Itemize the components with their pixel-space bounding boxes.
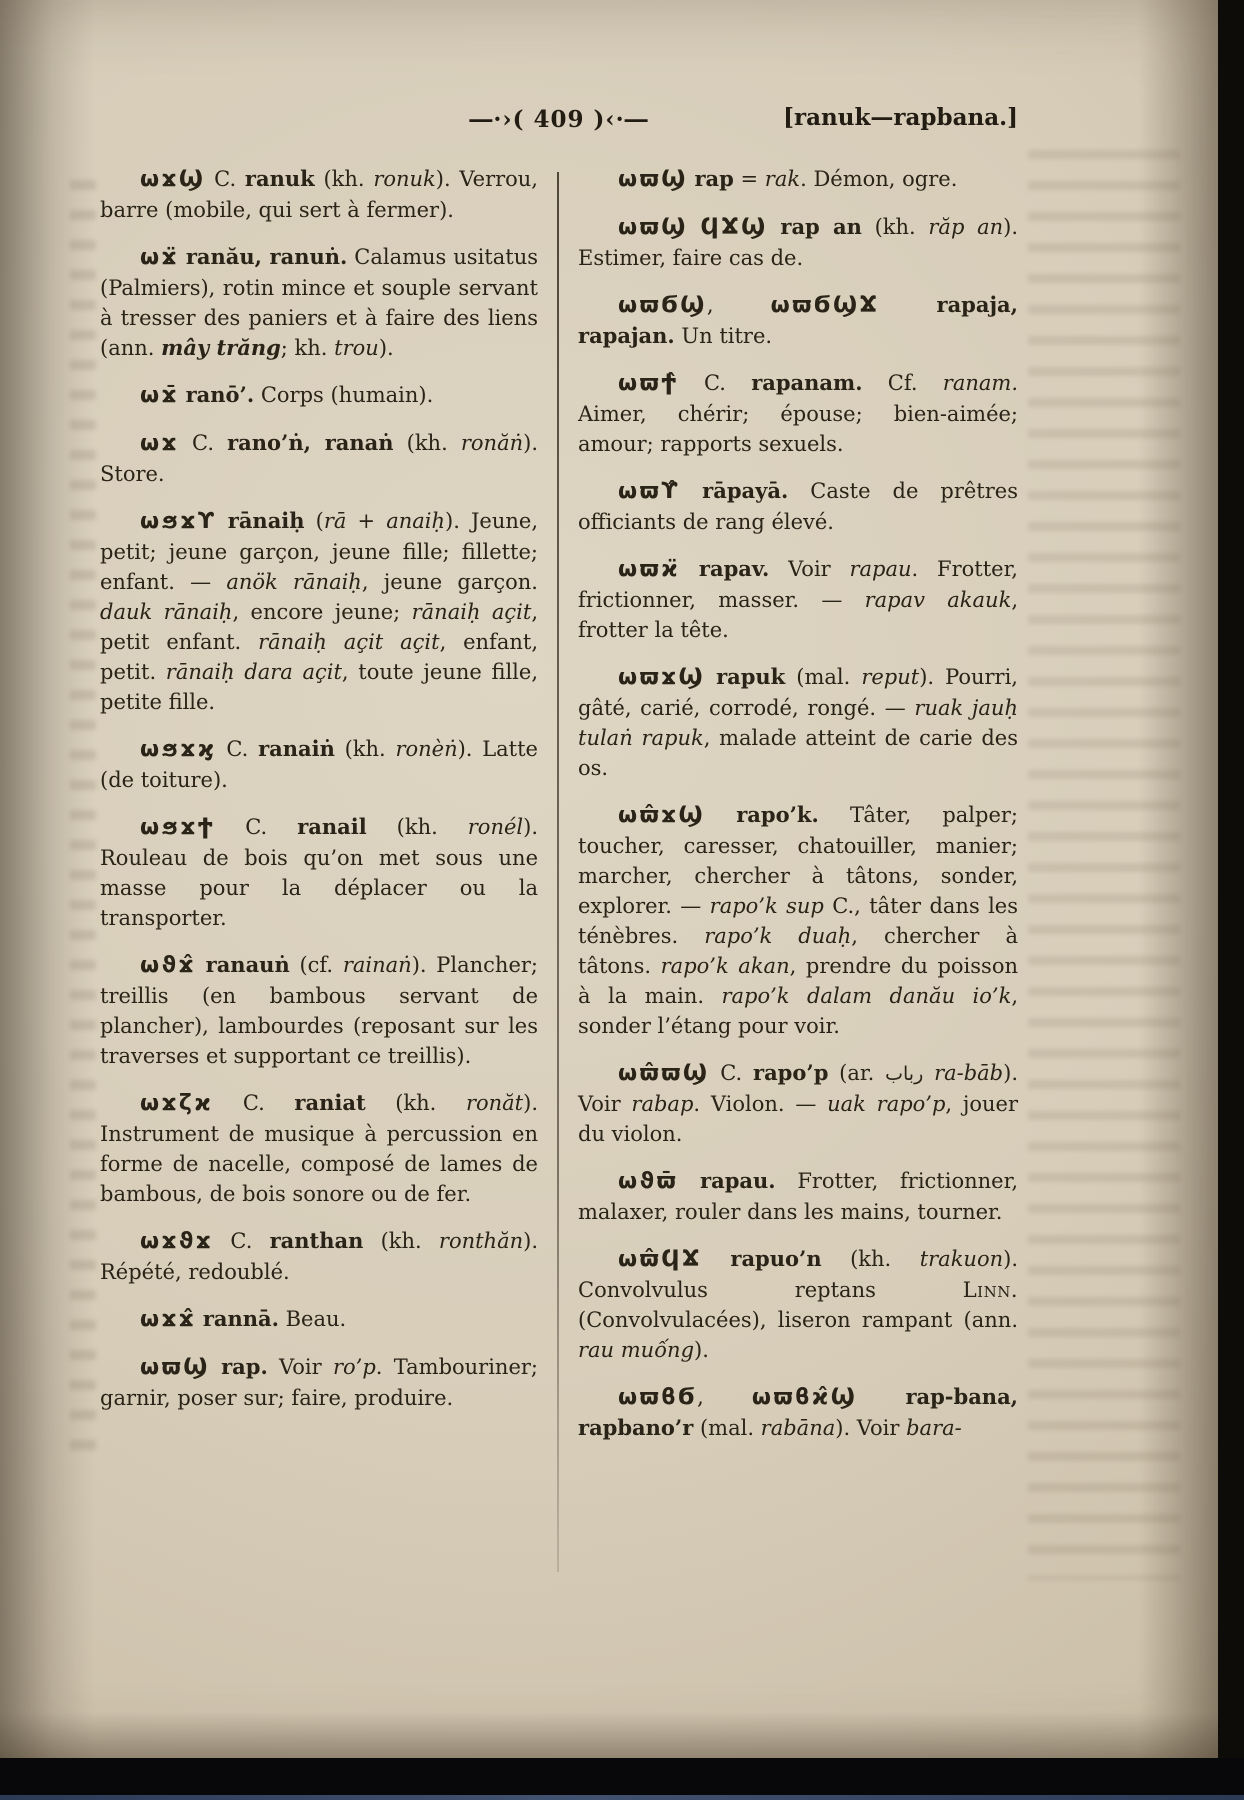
text-run: rapo’k duaḥ xyxy=(704,924,852,948)
text-run: ranam. xyxy=(942,371,1018,395)
text-run: , frotter la tête. xyxy=(578,588,1018,642)
text-run: (cf. xyxy=(289,953,343,977)
entry-rapo-k xyxy=(578,800,1018,1041)
entry-rapav xyxy=(578,554,1018,645)
text-run: ). Répété, redoublé. xyxy=(100,1229,538,1284)
text-run: ). Store. xyxy=(100,431,538,486)
text-run: ronél xyxy=(467,815,524,839)
cham-script: ωϖ̂ϫϢ xyxy=(618,803,706,828)
text-run: , malade atteint de carie des os. xyxy=(578,726,1018,780)
columns xyxy=(100,164,1018,1572)
text-run: Caste de prêtres officiants de rang élevé. xyxy=(578,479,1018,534)
text-run: ronăt xyxy=(465,1091,524,1115)
text-run: , petit enfant. xyxy=(100,600,538,654)
text-run: C. xyxy=(215,815,298,839)
text-run: uak rapo’p xyxy=(827,1092,946,1116)
text-run: ronèṅ xyxy=(395,737,458,761)
text-run: , enfant, petit. xyxy=(100,630,538,684)
text-run xyxy=(705,665,716,689)
text-run: ranthan xyxy=(269,1228,364,1253)
entry-ranuk xyxy=(100,164,538,225)
cham-script: ωϖϢ xyxy=(140,1355,210,1380)
text-run: , sonder l’étang pour voir. xyxy=(578,984,1018,1038)
text-run: ). Instrument de musique à percussion en forme de nacelle, composé de lames de bambous, de bois sonore ou de fer. xyxy=(100,1091,538,1206)
entry-ranthan xyxy=(100,1226,538,1287)
entry-ranaih xyxy=(100,506,538,717)
entry-rapo-p xyxy=(578,1058,1018,1149)
text-run: (kh. xyxy=(821,1247,920,1271)
entry-rapaja xyxy=(578,290,1018,351)
cham-script: ωϫϢ xyxy=(140,167,206,192)
cham-script: ωϑϖ̄ xyxy=(618,1169,679,1194)
entry-ranail xyxy=(100,812,538,933)
text-run: Tâter, palper; toucher, caresser, chatouiller, manier; marcher, chercher à tâtons, sonder, explorer. — xyxy=(578,803,1018,918)
text-run: Voir xyxy=(267,1355,333,1379)
text-run xyxy=(179,245,186,269)
text-run: , jeune garçon. xyxy=(361,570,538,594)
text-run: ranaiṅ xyxy=(258,736,335,761)
text-run: rap xyxy=(694,166,734,191)
text-run: rānaiḥ xyxy=(227,508,305,533)
text-run: rabap xyxy=(631,1092,694,1116)
text-run: (Convolvulacées), liseron rampant (ann. xyxy=(578,1308,1018,1332)
text-run: (ar. xyxy=(828,1061,886,1085)
text-run: (mal. xyxy=(693,1416,761,1440)
text-run xyxy=(768,215,781,239)
bleed-through-text xyxy=(70,180,96,1460)
text-run: rapav. xyxy=(698,556,770,581)
photo-background-bottom xyxy=(0,1758,1244,1800)
text-run xyxy=(196,953,206,977)
text-run: rapaja, rapajan. xyxy=(578,292,1018,348)
text-run: bara- xyxy=(906,1416,962,1440)
text-run: ra-bāb xyxy=(934,1061,1004,1085)
text-run: . Violon. — xyxy=(693,1092,828,1116)
entry-ranaun xyxy=(100,950,538,1071)
cham-script: ωϫϑϫ xyxy=(140,1229,214,1254)
text-run: ronuk xyxy=(373,167,436,191)
text-run: ranail xyxy=(297,814,367,839)
text-run: , jouer du violon. xyxy=(578,1092,1019,1146)
text-run: răp an xyxy=(928,215,1004,239)
text-run: ranuk xyxy=(244,166,315,191)
text-run: ). Jeune, petit; jeune garçon, jeune fille; fillette; enfant. — xyxy=(100,509,538,594)
cham-script: ωϖϬϢ xyxy=(618,293,707,318)
text-run: ranău, ranuṅ. xyxy=(185,244,348,269)
text-run: ). Rouleau de bois qu’on met sous une masse pour la déplacer ou la transporter. xyxy=(100,815,538,930)
text-run: ronthăn xyxy=(438,1229,524,1253)
cham-script: ωϑϫ̂ xyxy=(140,953,196,978)
text-run: (kh. xyxy=(334,737,396,761)
text-run: Aimer, chérir; épouse; bien-aimée; amour; rapports sexuels. xyxy=(578,402,1018,456)
cham-script: ϤϪϢ xyxy=(700,215,768,240)
cham-script: ωϖϰ̈ xyxy=(618,557,681,582)
cham-script: ωϫ̄ xyxy=(140,383,179,408)
text-run: rapo’k sup xyxy=(709,894,824,918)
text-run xyxy=(923,1061,934,1085)
cham-script: ωϖϮ̂ xyxy=(618,371,679,396)
text-run xyxy=(702,1247,730,1271)
cham-script: ωϖ̂ϖϢ xyxy=(618,1061,710,1086)
entry-ranain xyxy=(100,734,538,795)
cham-script: ωϫζϰ xyxy=(140,1091,214,1116)
text-run: (kh. xyxy=(314,167,374,191)
cham-script: ωϖϐϰ̂Ϣ xyxy=(751,1385,858,1410)
column-divider xyxy=(557,172,559,1572)
text-run: Calamus usitatus (Palmiers), rotin mince et souple servant à tresser des paniers et à faire des liens (ann. xyxy=(100,245,538,360)
text-run: ronăṅ xyxy=(460,431,524,455)
text-run: rabāna xyxy=(760,1416,836,1440)
page-number: ―·›( 409 )‹·― xyxy=(469,106,649,133)
text-run xyxy=(680,479,702,503)
text-run: (kh. xyxy=(393,431,461,455)
column-left xyxy=(100,164,538,1572)
text-run: rapau xyxy=(849,557,912,581)
entry-rapuo-n xyxy=(578,1244,1018,1365)
entry-rap-an xyxy=(578,212,1018,273)
entry-rapau xyxy=(578,1166,1018,1227)
text-run: raniat xyxy=(294,1090,366,1115)
column-right xyxy=(578,164,1018,1572)
text-run: C. xyxy=(213,1229,270,1253)
cham-script: ωϫϫ̂ xyxy=(140,1307,197,1332)
cham-script: ωϖϒ̂ xyxy=(618,479,681,504)
text-run: (kh. xyxy=(861,215,929,239)
text-run: ). Voir xyxy=(835,1416,907,1440)
text-run: ). Pourri, gâté, carié, corrodé, rongé. — xyxy=(578,665,1018,720)
entry-ranna xyxy=(100,1304,538,1335)
text-run: C. xyxy=(213,1091,295,1115)
text-run: C. xyxy=(216,737,259,761)
text-run: dauk rānaiḥ xyxy=(100,600,233,624)
bleed-through-text xyxy=(1028,150,1180,1580)
arabic-text: رباب xyxy=(885,1063,924,1085)
text-run: ranō’. xyxy=(185,382,255,407)
page-content xyxy=(100,106,1018,1572)
text-run: Beau. xyxy=(278,1307,347,1331)
text-run: . Frotter, frictionner, masser. — xyxy=(578,557,1018,612)
text-run: C. xyxy=(709,1061,754,1085)
text-run: rānaiḥ açit açit xyxy=(258,630,440,654)
text-run: rapav akauk xyxy=(864,588,1012,612)
text-run: rap-bana, rapbano’r xyxy=(578,1384,1018,1440)
text-run: Cf. xyxy=(862,371,943,395)
text-run: rānaiḥ dara açit xyxy=(165,660,342,684)
entry-rano-n xyxy=(100,428,538,489)
text-run: rapo’k akan xyxy=(660,954,790,978)
text-run xyxy=(179,383,186,407)
text-run: rak xyxy=(764,167,801,191)
text-run: mây trăng xyxy=(161,335,281,360)
text-run: Voir xyxy=(769,557,850,581)
text-run: rapo’p xyxy=(753,1060,829,1085)
text-run: Linn. xyxy=(962,1278,1018,1302)
text-run: . Démon, ogre. xyxy=(800,167,958,191)
text-run: (kh. xyxy=(366,815,468,839)
text-run: ranauṅ xyxy=(205,952,290,977)
text-run: rau muống xyxy=(578,1338,695,1362)
entry-rapuk xyxy=(578,662,1018,783)
text-run: rapuk xyxy=(716,664,786,689)
cham-script: ωϧϫϒ xyxy=(140,509,217,534)
entry-raniat xyxy=(100,1088,538,1209)
cham-script: ωϖϢ xyxy=(618,167,688,192)
text-run: ruak jauḥ tulaṅ rapuk xyxy=(578,696,1018,750)
text-run: Un titre. xyxy=(674,324,773,348)
text-run: rainaṅ xyxy=(342,953,412,977)
text-run: , prendre du poisson à la main. xyxy=(578,954,1018,1008)
text-run: ( xyxy=(304,509,324,533)
text-run: rap. xyxy=(221,1354,268,1379)
text-run: (kh. xyxy=(365,1091,466,1115)
entry-rano xyxy=(100,380,538,411)
text-run: ). Verrou, barre (mobile, qui sert à fermer). xyxy=(100,167,538,222)
text-run: ). Voir xyxy=(578,1061,1018,1116)
text-run: C. xyxy=(678,371,752,395)
page-header xyxy=(100,106,1018,164)
text-run xyxy=(210,1355,221,1379)
text-run: trakuon xyxy=(919,1247,1004,1271)
cham-script: ωϖϐϬ xyxy=(618,1385,698,1410)
text-run: . Tambouriner; garnir, poser sur; faire, produire. xyxy=(100,1355,538,1410)
entry-rapaya xyxy=(578,476,1018,537)
text-run: rano’ṅ, ranaṅ xyxy=(227,430,394,455)
entry-rap xyxy=(100,1352,538,1413)
photo-background-bottom-edge xyxy=(0,1795,1244,1800)
text-run: = xyxy=(733,167,765,191)
text-run xyxy=(217,509,228,533)
text-run: rānaiḥ açit xyxy=(411,600,532,624)
text-run xyxy=(688,215,701,239)
text-run: rannā. xyxy=(202,1306,279,1331)
cham-script: ωϖϫϢ xyxy=(618,665,706,690)
text-run: C., tâter dans les ténèbres. xyxy=(578,894,1018,948)
text-run: C. xyxy=(205,167,245,191)
text-run: rā + anaiḥ xyxy=(323,509,446,533)
guide-words: [ranuk—rapbana.] xyxy=(783,104,1018,131)
text-run: ). Convolvulus reptans xyxy=(578,1247,1018,1302)
text-run: reput xyxy=(861,665,920,689)
text-run xyxy=(196,1307,203,1331)
text-run: , xyxy=(706,293,771,317)
cham-script: ωϖϢ xyxy=(618,215,688,240)
text-run: rapanam. xyxy=(751,370,863,395)
text-run xyxy=(680,557,699,581)
text-run: (kh. xyxy=(363,1229,439,1253)
text-run: (mal. xyxy=(785,665,862,689)
text-run: rapo’k dalam danău io’k xyxy=(721,984,1012,1008)
text-run: rāpayā. xyxy=(702,478,789,503)
text-run xyxy=(857,1385,905,1409)
text-run: rapuo’n xyxy=(730,1246,822,1271)
text-run: ). Latte (de toiture). xyxy=(100,737,538,792)
text-run: rapau. xyxy=(700,1168,776,1193)
cham-script: ωϫ xyxy=(140,431,179,456)
entry-rap-rak xyxy=(578,164,1018,195)
text-run: Corps (humain). xyxy=(254,383,434,407)
cham-script: ωϧϫϗ xyxy=(140,737,217,762)
text-run: , encore jeune; xyxy=(232,600,412,624)
text-run xyxy=(879,293,936,317)
cham-script: ωϧϫϮ xyxy=(140,815,216,840)
text-run: ro’p xyxy=(332,1355,376,1379)
entry-ranau-ranun xyxy=(100,242,538,363)
cham-script: ωϖϬϢϪ xyxy=(770,293,880,318)
text-run xyxy=(678,1169,700,1193)
text-run: ; kh. xyxy=(280,336,335,360)
text-run: , toute jeune fille, petite fille. xyxy=(100,660,538,714)
text-run: , chercher à tâtons. xyxy=(578,924,1019,978)
text-run: trou xyxy=(334,336,379,360)
text-run: Frotter, frictionner, malaxer, rouler dans les mains, tourner. xyxy=(578,1169,1018,1224)
entry-rapbana xyxy=(578,1382,1018,1443)
text-run: rap an xyxy=(780,214,862,239)
entry-rapanam xyxy=(578,368,1018,459)
cham-script: ωϫ̈ xyxy=(140,245,179,270)
text-run: C. xyxy=(178,431,228,455)
cham-script: ωϖ̂ϤϪ xyxy=(618,1247,702,1272)
text-run: ). xyxy=(694,1338,709,1362)
text-run: rapo’k. xyxy=(736,802,819,827)
text-run: ). Estimer, faire cas de. xyxy=(578,215,1018,270)
text-run: anök rānaiḥ xyxy=(226,570,362,594)
page-edge-shading xyxy=(0,1712,1218,1758)
text-run: ). xyxy=(378,336,394,360)
text-run xyxy=(705,803,736,827)
text-run: ). Plancher; treillis (en bambous servant de plancher), lambourdes (reposant sur les traverses et supportant ce treillis). xyxy=(100,953,538,1068)
text-run: , xyxy=(697,1385,752,1409)
